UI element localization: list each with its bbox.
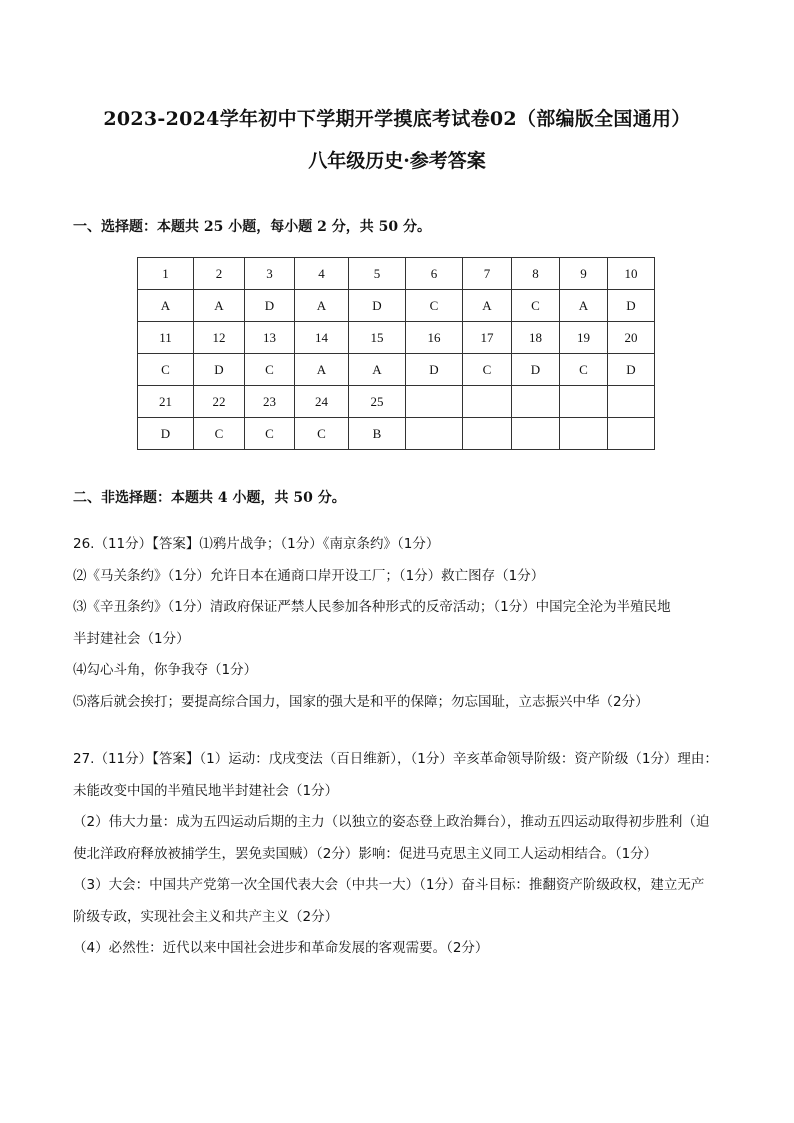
table-cell: C [245,418,295,450]
table-cell [608,418,655,450]
table-cell: D [608,290,655,322]
table-cell [406,418,463,450]
table-cell: C [512,290,560,322]
table-cell: 2 [194,258,245,290]
table-cell: 23 [245,386,295,418]
table-cell: 13 [245,322,295,354]
table-cell [512,418,560,450]
table-cell: D [194,354,245,386]
table-cell: D [245,290,295,322]
table-cell: 10 [608,258,655,290]
table-row [138,258,655,290]
section2-heading: 二、非选择题：本题共 4 小题，共 50 分。 [73,490,346,506]
table-cell: A [295,290,349,322]
table-cell: 24 [295,386,349,418]
table-cell [512,386,560,418]
table-cell: A [194,290,245,322]
q27-line: 未能改变中国的半殖民地半封建社会（1分） [73,782,339,799]
table-cell: D [138,418,194,450]
table-cell: 1 [138,258,194,290]
q26-line: ⑷勾心斗角，你争我夺（1分） [73,662,258,678]
table-cell: D [406,354,463,386]
table-cell: D [608,354,655,386]
table-cell: 22 [194,386,245,418]
question-27-answer [73,744,733,965]
q26-line: 半封建社会（1分） [73,630,190,647]
table-cell: C [463,354,512,386]
table-cell: C [406,290,463,322]
table-cell: B [349,418,406,450]
q27-line: （2）伟大力量：成为五四运动后期的主力（以独立的姿态登上政治舞台），推动五四运动取得初步胜利（迫 [73,814,710,830]
answer-table [137,257,655,450]
table-cell: C [138,354,194,386]
table-cell: 9 [560,258,608,290]
table-cell [406,386,463,418]
table-cell: 11 [138,322,194,354]
table-cell: 7 [463,258,512,290]
table-cell: 21 [138,386,194,418]
table-cell [560,418,608,450]
q27-line: （4）必然性：近代以来中国社会进步和革命发展的客观需要。（2分） [73,940,489,956]
answer-table-body [138,258,655,450]
table-row [138,290,655,322]
q27-line: （3）大会：中国共产党第一次全国代表大会（中共一大）（1分）奋斗目标：推翻资产阶级政权，建立无产 [73,877,705,893]
q26-line: ⑸落后就会挨打；要提高综合国力，国家的强大是和平的保障；勿忘国耻，立志振兴中华（2分） [73,693,649,710]
table-cell: 20 [608,322,655,354]
table-cell: A [295,354,349,386]
table-row [138,418,655,450]
table-cell: 3 [245,258,295,290]
table-cell: 19 [560,322,608,354]
table-cell: 4 [295,258,349,290]
document-subtitle: 八年级历史·参考答案 [308,150,486,172]
table-row [138,386,655,418]
table-cell [463,418,512,450]
table-cell: C [295,418,349,450]
table-cell: A [138,290,194,322]
table-cell: C [245,354,295,386]
table-cell: 25 [349,386,406,418]
q26-line: ⑶《辛丑条约》（1分）清政府保证严禁人民参加各种形式的反帝活动；（1分）中国完全沦为半殖民地 [73,599,671,615]
table-cell: D [512,354,560,386]
table-cell: 16 [406,322,463,354]
table-cell: 17 [463,322,512,354]
table-cell [560,386,608,418]
q26-line: ⑵《马关条约》（1分）允许日本在通商口岸开设工厂；（1分）救亡图存（1分） [73,567,545,584]
q27-line: 27.（11分）【答案】（1）运动：戊戌变法（百日维新），（1分）辛亥革命领导阶级：资产阶级（1分）理由： [73,751,718,767]
table-cell: A [463,290,512,322]
table-row [138,322,655,354]
table-cell: C [560,354,608,386]
table-cell: 5 [349,258,406,290]
table-cell [463,386,512,418]
table-cell: D [349,290,406,322]
table-cell: A [560,290,608,322]
q27-line: 使北洋政府释放被捕学生，罢免卖国贼）（2分）影响：促进马克思主义同工人运动相结合。（1分） [73,845,658,862]
table-cell: A [349,354,406,386]
table-cell: C [194,418,245,450]
document-title: 2023-2024学年初中下学期开学摸底考试卷02（部编版全国通用） [103,108,691,130]
table-cell: 6 [406,258,463,290]
table-cell [608,386,655,418]
table-cell: 8 [512,258,560,290]
q26-line: 26.（11分）【答案】⑴鸦片战争；（1分）《南京条约》（1分） [73,536,440,552]
table-cell: 15 [349,322,406,354]
table-cell: 18 [512,322,560,354]
table-cell: 12 [194,322,245,354]
q27-line: 阶级专政，实现社会主义和共产主义（2分） [73,908,339,925]
question-26-answer [73,529,733,718]
table-cell: 14 [295,322,349,354]
section1-heading: 一、选择题：本题共 25 小题，每小题 2 分，共 50 分。 [73,219,431,235]
table-row [138,354,655,386]
